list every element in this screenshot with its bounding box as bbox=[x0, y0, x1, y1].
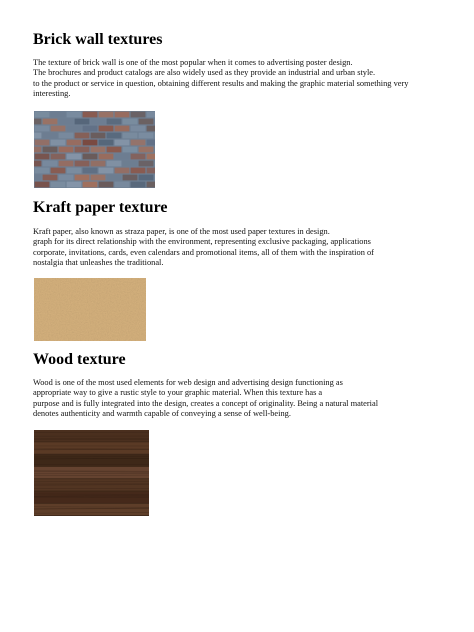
brick-wall-image bbox=[34, 111, 155, 188]
kraft-section-title: Kraft paper texture bbox=[33, 199, 168, 216]
brick-section-title: Brick wall textures bbox=[33, 31, 163, 48]
text-line: graph for its direct relationship with the environment, representing exclusive packaging, applications bbox=[33, 237, 371, 247]
text-line: Wood is one of the most used elements for web design and advertising design functioning as bbox=[33, 378, 343, 387]
brick-section-text bbox=[33, 58, 445, 100]
wood-section-text bbox=[33, 378, 445, 420]
text-line: denotes authenticity and warmth capable of conveying a sense of well-being. bbox=[33, 409, 291, 419]
text-line: interesting. bbox=[33, 89, 71, 99]
kraft-section-text bbox=[33, 227, 445, 269]
text-line: Kraft paper, also known as straza paper, is one of the most used paper textures in design. bbox=[33, 227, 330, 236]
text-line: nostalgia that unleashes the traditional. bbox=[33, 258, 164, 268]
wood-section-title: Wood texture bbox=[33, 351, 126, 368]
text-line: appropriate way to give a rustic style to your graphic material. When this texture has a bbox=[33, 388, 323, 398]
text-line: corporate, invitations, cards, even calendars and promotional items, all of them with the inspiration of bbox=[33, 247, 374, 257]
text-line: to the product or service in question, obtaining different results and making the graphic material something very bbox=[33, 78, 409, 88]
text-line: purpose and is fully integrated into the design, creates a concept of originality. Being a natural material bbox=[33, 398, 379, 408]
wood-texture-image bbox=[34, 430, 149, 516]
text-line: The brochures and product catalogs are also widely used as they provide an industrial and urban style. bbox=[33, 68, 376, 78]
text-line: The texture of brick wall is one of the most popular when it comes to advertising poster design. bbox=[33, 58, 353, 67]
kraft-paper-image bbox=[34, 278, 146, 341]
